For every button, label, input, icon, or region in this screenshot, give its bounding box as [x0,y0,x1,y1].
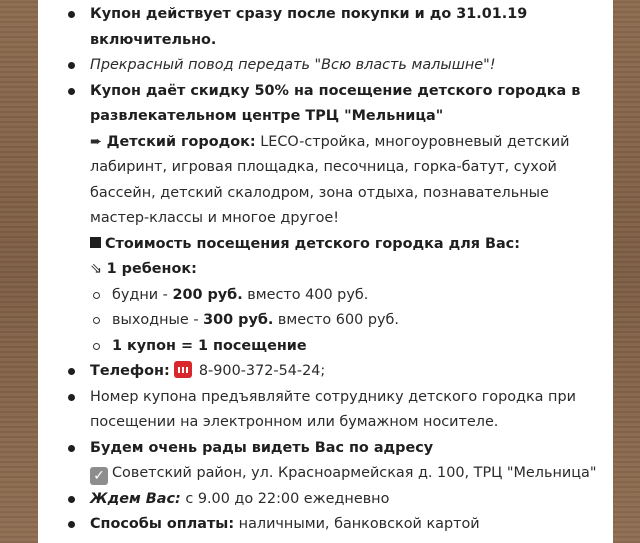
list-item-coupon-valid [38,2,613,53]
list-item-occasion [38,53,613,79]
price-label: будни - [112,286,173,303]
kids-town-label: Детский городок: [106,133,256,150]
bullet-icon [68,445,75,452]
telephone-icon [174,361,192,378]
hours-text: с 9.00 до 22:00 ежедневно [185,490,390,507]
arrow-right-icon: ➨ [90,133,103,150]
list-item-hours [38,487,613,513]
offer-card [38,0,613,543]
show-coupon-text: Номер купона предъявляйте сотруднику детского городка при посещении на электронном или бумажном носителе. [90,388,576,430]
bullet-icon [68,521,75,528]
child-block [90,257,599,283]
payment-label: Способы оплаты: [90,516,235,532]
price-label: выходные - [112,312,204,328]
list-item-payment [38,512,613,538]
cost-label: Стоимость посещения детского городка для Вас: [105,235,520,252]
price-item-weekends [90,308,599,334]
list-item-discount [38,79,613,360]
price-old: вместо 400 руб. [242,286,369,303]
bullet-icon [68,496,75,503]
address-text: Советский район, ул. Красноармейская д. 100, ТРЦ "Мельница" [112,465,597,481]
price-item-weekdays [90,283,599,309]
occasion-text: Прекрасный повод передать "Всю власть малышне"! [90,57,496,73]
price-list [90,283,599,360]
address-label: Будем очень рады видеть Вас по адресу [90,439,434,456]
arrow-down-right-icon: ⇘ [90,261,103,277]
price-item-rule [90,334,599,360]
address-block [90,461,599,487]
bullet-icon [68,62,75,69]
hours-label: Ждем Вас: [90,490,181,507]
child-label: 1 ребенок: [106,261,197,277]
coupon-rule-text: 1 купон = 1 посещение [112,337,307,354]
list-item-address [38,436,613,487]
list-item-show-coupon [38,385,613,436]
price-old: вместо 600 руб. [273,312,399,328]
bullet-icon [68,11,75,18]
circle-bullet-icon [93,343,100,350]
phone-label: Телефон: [90,363,170,379]
circle-bullet-icon [93,292,100,299]
cost-block [90,232,599,258]
check-mark-icon: ✓ [90,467,108,485]
kids-town-text: LECO-стройка, многоуровневый детский лабиринт, игровая площадка, песочница, горка-батут, сухой бассейн, детский скалодром, зона отдыха, познавательные мастер-классы и многое другое! [90,133,570,226]
bullet-icon [68,394,75,401]
price-value: 300 руб. [203,312,274,328]
payment-text: наличными, банковской картой [238,516,480,532]
bullet-icon [68,368,75,375]
discount-text: Купон даёт скидку 50% на посещение детского городка в развлекательном центре ТРЦ "Мельница" [90,82,581,124]
price-value: 200 руб. [172,286,243,303]
circle-bullet-icon [93,317,100,324]
phone-number[interactable]: 8-900-372-54-24; [198,363,326,379]
coupon-valid-text: Купон действует сразу после покупки и до 31.01.19 включительно. [90,6,528,48]
kids-town-block [90,130,599,232]
black-square-icon [90,237,101,248]
list-item-phone [38,359,613,385]
conditions-list [38,2,613,538]
bullet-icon [68,88,75,95]
